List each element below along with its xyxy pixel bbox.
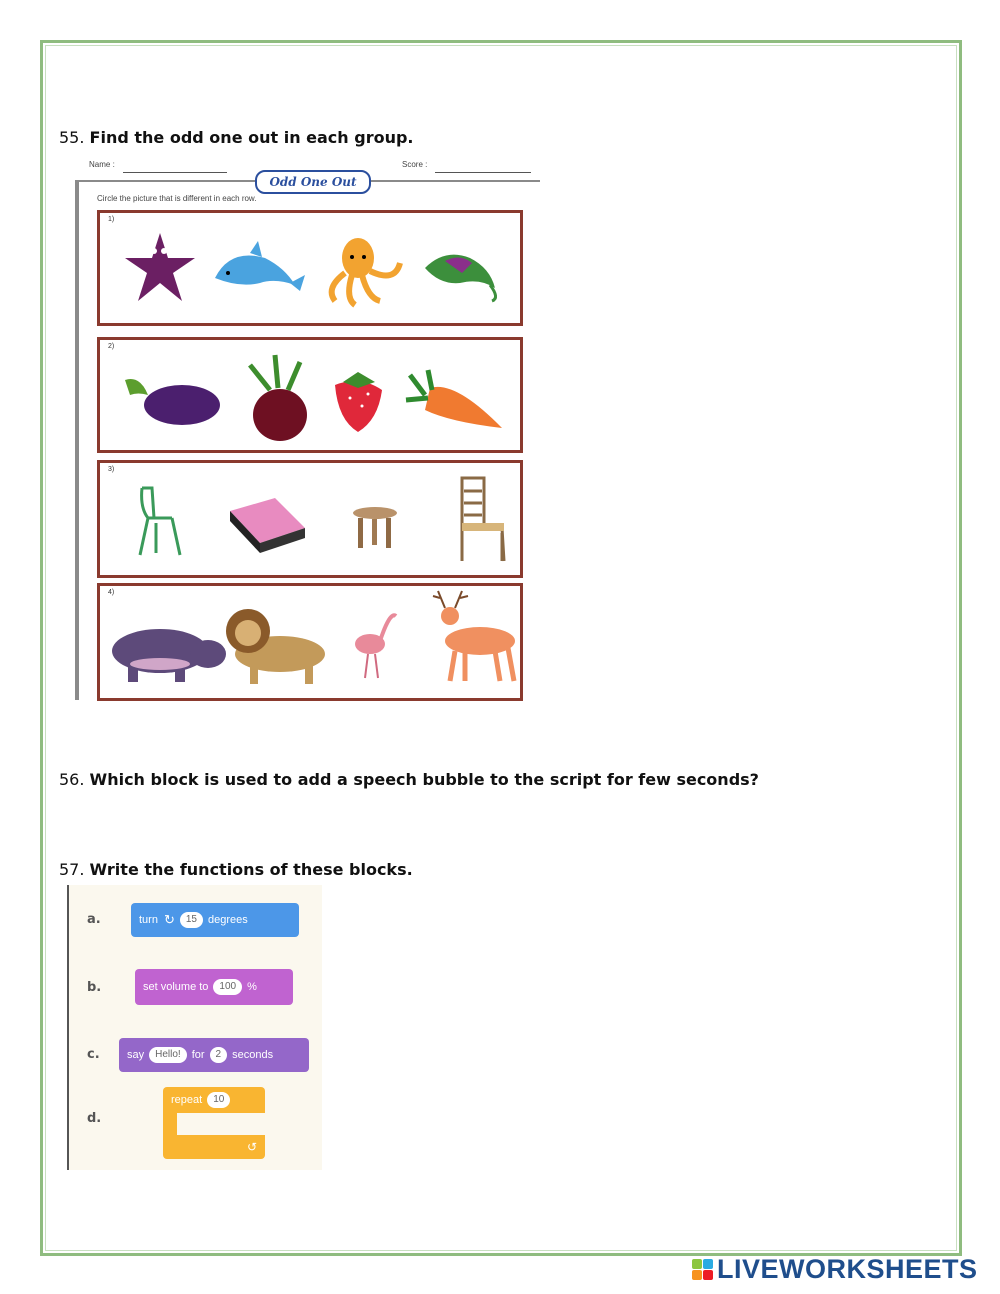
green-chair-icon [140, 488, 180, 555]
row-2-pictures [100, 340, 520, 450]
block-c-label: c. [87, 1047, 100, 1062]
flamingo-icon [355, 615, 396, 678]
block-b-label: b. [87, 980, 102, 995]
stool-icon [353, 507, 397, 548]
set-volume-block [135, 969, 293, 1005]
question-number: 55. [59, 128, 85, 147]
beetroot-icon [250, 355, 307, 441]
score-label: Score : [402, 160, 428, 169]
repeat-text: repeat [171, 1094, 203, 1106]
logo-square [692, 1270, 702, 1280]
carrot-icon [406, 370, 502, 428]
starfish-icon [125, 233, 195, 301]
liveworksheets-logo-icon [692, 1259, 713, 1280]
turn-block [131, 903, 299, 937]
percent-text: % [247, 981, 257, 993]
hippo-icon [112, 629, 226, 682]
left-rule [67, 885, 69, 1170]
loop-arrow-icon: ↺ [246, 1140, 257, 1154]
score-line [435, 172, 531, 173]
repeat-block-bottom [163, 1135, 265, 1159]
question-text: Write the functions of these blocks. [89, 860, 413, 879]
say-for-seconds-block [119, 1038, 309, 1072]
repeat-block-arm [163, 1113, 177, 1135]
logo-square [692, 1259, 702, 1269]
question-number: 56. [59, 770, 85, 789]
lion-icon [226, 609, 325, 684]
repeat-count: 10 [207, 1092, 230, 1108]
row-1 [97, 210, 523, 326]
seconds-value: 2 [210, 1047, 228, 1063]
brand-wordmark: LIVEWORKSHEETS [717, 1253, 978, 1284]
odd-one-out-worksheet-image [75, 155, 540, 700]
name-label: Name : [89, 160, 115, 169]
row-3-pictures [100, 463, 520, 575]
name-line [123, 172, 227, 173]
message-value: Hello! [149, 1047, 187, 1063]
question-56 [59, 770, 759, 789]
worksheet-left-rule [75, 180, 79, 700]
book-icon [230, 498, 305, 553]
question-text: Find the odd one out in each group. [89, 128, 414, 147]
turn-text: turn [139, 914, 158, 926]
dolphin-icon [215, 241, 305, 291]
degrees-value: 15 [180, 912, 203, 928]
eggplant-icon [125, 379, 220, 425]
row-4 [97, 583, 523, 701]
repeat-block-top [163, 1087, 265, 1113]
block-d-label: d. [87, 1111, 102, 1126]
row-label: 3) [108, 466, 115, 473]
degrees-text: degrees [208, 914, 248, 926]
seconds-text: seconds [232, 1049, 274, 1061]
row-1-pictures [100, 213, 520, 323]
wooden-chair-icon [462, 478, 504, 561]
for-text: for [191, 1049, 205, 1061]
strawberry-icon [335, 372, 382, 432]
row-label: 1) [108, 216, 115, 223]
row-label: 2) [108, 343, 115, 350]
deer-icon [433, 591, 515, 681]
scratch-blocks-image [67, 885, 322, 1170]
question-55 [59, 128, 414, 147]
row-2 [97, 337, 523, 453]
row-4-pictures [100, 586, 520, 698]
chameleon-icon [425, 255, 496, 301]
rotate-clockwise-icon: ↻ [163, 912, 175, 927]
question-57 [59, 860, 413, 879]
question-number: 57. [59, 860, 85, 879]
volume-value: 100 [213, 979, 242, 995]
liveworksheets-brand [692, 1254, 978, 1284]
logo-square [703, 1259, 713, 1269]
row-3 [97, 460, 523, 578]
block-a-label: a. [87, 912, 101, 927]
logo-square [703, 1270, 713, 1280]
worksheet-title: Odd One Out [255, 170, 371, 194]
question-text: Which block is used to add a speech bubble to the script for few seconds? [89, 770, 759, 789]
say-text: say [127, 1049, 145, 1061]
octopus-icon [332, 238, 400, 305]
set-volume-text: set volume to [143, 981, 209, 993]
row-label: 4) [108, 589, 115, 596]
worksheet-instruction: Circle the picture that is different in each row. [97, 194, 257, 203]
